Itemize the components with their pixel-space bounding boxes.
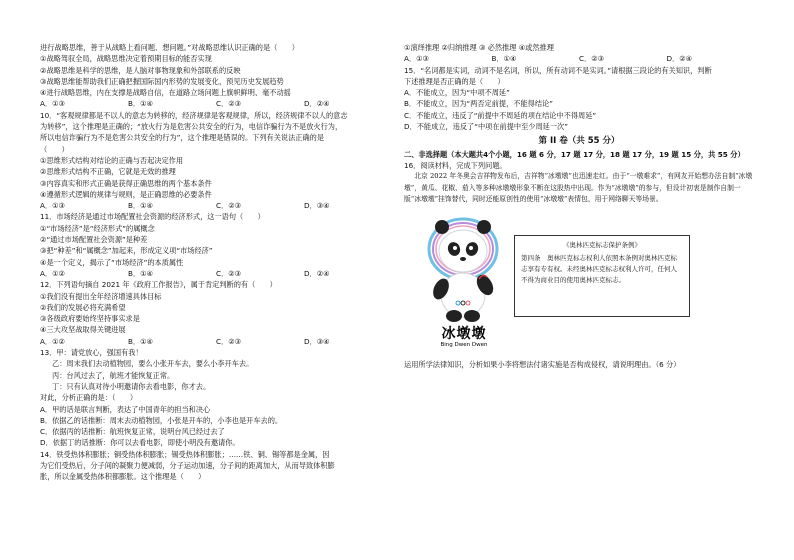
q10-line: （ ）: [40, 144, 69, 154]
q11-item: ①“市场经济”是“经济形式”的属概念: [40, 223, 155, 233]
q14-line: 14．铁受热体积膨胀；铜受热体积膨胀；锡受热体积膨胀；……铁、铜、锡等都是金属，因: [40, 449, 330, 459]
mascot-pinyin: Bing Dwen Dwen: [440, 341, 488, 348]
option-c: C．②③: [579, 54, 605, 64]
regulation-text: 第四条 奥林匹克标志权利人依照本条例对奥林匹克标志享有专有权。未经奥林匹克标志权利人许可，任何人不得为商业目的使用奥林匹克标志。: [521, 253, 677, 284]
q10-item: ③内容真实和形式正确是获得正确思维的两个基本条件: [40, 178, 212, 188]
q11-item: ④是一个定义，揭示了“市场经济”的本质属性: [40, 257, 184, 267]
q12-item: ②我们的发展必将充满希望: [40, 302, 126, 312]
option-b: B．①④: [128, 268, 154, 278]
q10-item: ①思维形式结构对结论的正确与否起决定作用: [40, 155, 184, 165]
option-a: A．①③: [40, 99, 65, 109]
option-b: B．①④: [128, 201, 154, 211]
q13-line: 乙：周末我们去动植物园，要么小张开车去，要么小李开车去。: [52, 359, 254, 369]
q10-line: 所以电信诈骗行为不是危害公共安全的行为”，这个推理是错误的。下列有关说法正确的是: [40, 133, 325, 143]
q13-line: 13．甲：请党放心，强国有我！: [40, 348, 143, 358]
q12-item: ①我们没有提出全年经济增速具体目标: [40, 291, 162, 301]
q15-option: A．不能成立，因为“中项不周延”: [404, 88, 510, 98]
q13-line: 对此，分析正确的是：（ ）: [40, 393, 138, 403]
option-a: A．①③: [40, 201, 65, 211]
q13-option: A．甲的话是联言判断，表达了中国青年的担当和决心: [40, 404, 211, 414]
q15-line: 下述推理是否正确的是（ ）: [404, 76, 505, 86]
option-d: D．③④: [304, 336, 330, 346]
regulation-title: 《奥林匹克标志保护条例》: [563, 240, 641, 249]
q11-item: ③把“种差”和“属概念”加起来，形成定义项“市场经济”: [40, 246, 213, 256]
option-c: C．②③: [216, 201, 242, 211]
q12-item: ④三大攻坚战取得关键进展: [40, 325, 126, 335]
right-column: [404, 42, 754, 370]
q16-title: 16．阅读材料，完成下列问题。: [404, 160, 507, 170]
option-c: C．②③: [216, 268, 242, 278]
q11-line: 11．市场经济是通过市场配置社会资源的经济形式，这一语句（ ）: [40, 212, 265, 222]
q13-option: B．依据乙的话推断：周末去动植物园，小张是开车的，小李也是开车去的。: [40, 415, 283, 425]
q13-option: D．依据丁的话推断：你可以去看电影，即使小明没有邀请你。: [40, 438, 240, 448]
mascot-caption: [416, 327, 512, 349]
section-heading: 二、非选择题（本大题共4个小题，16 题 6 分，17 题 17 分，18 题 17 分，19 题 15 分，共 55 分）: [404, 149, 745, 159]
option-b: B．①④: [491, 54, 517, 64]
q15-line: 15．“名词都是实词，动词不是名词，所以，所有动词不是实词。”请根据三段论的有关知识，判断: [404, 65, 712, 75]
q14-line: 为它们受热后，分子间的凝聚力便减弱，分子运动加速，分子间的距离加大，从而导致体积膨: [40, 460, 335, 470]
q9-stem-end: 进行战略思维，善于从战略上看问题、想问题。”对战略思维认识正确的是（ ）: [40, 43, 299, 52]
option-a: A．①②: [40, 336, 65, 346]
q16-question: 运用所学法律知识，分析如果小李将想法付诸实施是否构成侵权，请说明理由。（6 分）: [404, 359, 681, 369]
option-d: D．②④: [304, 268, 330, 278]
q10-item: ④遵循形式逻辑的规律与规则，是正确思维的必要条件: [40, 189, 212, 199]
q15-option: D．不能成立，违反了“中项在前提中至少周延一次”: [404, 122, 568, 132]
q13-line: 丙：台风过去了，航班才能恢复正常。: [52, 370, 175, 380]
q10-line: 10．“客观规律都是不以人的意志为转移的，经济规律是客观规律，所以，经济规律不以人的意志: [40, 110, 348, 120]
q12-options: [40, 336, 392, 347]
q14-items: ①演绎推理 ②归纳推理 ③ 必然推理 ④或然推理: [404, 43, 554, 52]
q9-options: [40, 98, 392, 109]
regulation-box: [514, 235, 690, 317]
option-d: D．②④: [666, 54, 693, 64]
q12-item: ③各级政府要始终坚持事实求是: [40, 314, 140, 324]
option-b: B．①④: [128, 99, 154, 109]
q10-options: [40, 200, 392, 211]
q10-item: ②思维形式结构不正确，它就是无效的推理: [40, 167, 176, 177]
option-d: D．③④: [304, 201, 330, 211]
option-c: C．②③: [216, 336, 242, 346]
figure-row: [404, 209, 754, 359]
q13-option: C．依据丙的话推断：航班恢复正常，说明台风已经过去了: [40, 427, 225, 437]
q15-option: B．不能成立，因为“两否定前提，不能得结论”: [404, 99, 553, 109]
q14-options: [404, 53, 754, 64]
q11-item: ②“通过市场配置社会资源”是种差: [40, 235, 148, 245]
q9-item-1: ①战略驾驭全局，战略思维决定着预期目标的能否实现: [40, 54, 212, 64]
option-a: A．①②: [40, 268, 65, 278]
q12-line: 12．下列语句摘自 2021 年《政府工作报告》，属于肯定判断的有（ ）: [40, 280, 277, 290]
q13-line: 丁：只有认真对待小明邀请你去看电影，你才去。: [52, 381, 211, 391]
mascot-name: 冰墩墩: [441, 325, 487, 342]
q16-passage: 北京 2022 年冬奥会吉祥物发布后，吉祥物“冰墩墩”也迅速走红。由于“一墩难求”，有网友开始想办法自制“冰墩墩”，黄瓜、花椒、茄入等多种冰墩墩形象不断在这股热中出现。作为“冰墩墩”的参与，但设计初衷是制作自制一版“冰墩墩”挂饰替代，同时还能原创性的使用“冰墩墩”表情包，用于网络聊天等场景。: [404, 172, 753, 204]
q10-line: 为转移”，这个推理是正确的；“放火行为是危害公共安全的行为，电信诈骗行为不是放火行为，: [40, 122, 343, 132]
option-b: B．①④: [128, 336, 154, 346]
option-d: D．②④: [304, 99, 330, 109]
left-column: [40, 42, 392, 483]
q15-option: C．不能成立，违反了“前提中不周延的项在结论中不得周延”: [404, 110, 597, 120]
q14-line: 胀，所以金属受热体积都膨胀。这个推理是（ ）: [40, 472, 206, 482]
q9-item-2: ②战略思维是科学的思维，是人脑对事物现象和外部联系的反映: [40, 65, 241, 75]
q11-options: [40, 268, 392, 279]
q9-item-4: ④进行战略思维，内在支撑是战略自信，在道路立场问题上旗帜鲜明、毫不动摇: [40, 88, 291, 98]
q9-item-3: ③战略思维能帮助我们正确把握国际国内形势的发展变化，预见历史发展趋势: [40, 76, 284, 86]
option-a: A．①③: [404, 54, 429, 64]
section-title: 第 II 卷（共 55 分）: [538, 136, 620, 147]
option-c: C．②③: [216, 99, 242, 109]
